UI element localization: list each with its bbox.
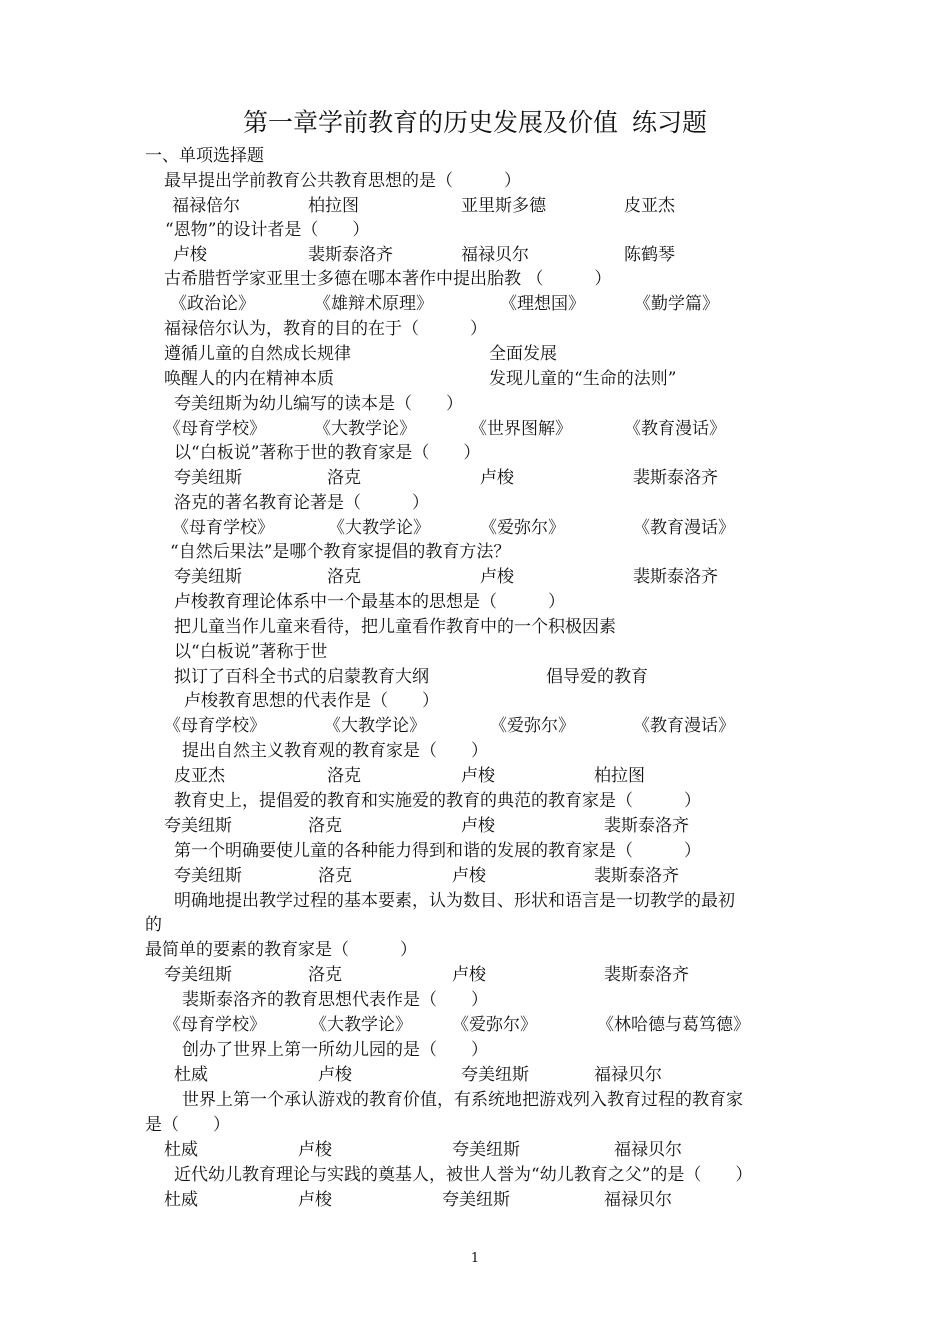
option: 柏拉图 (308, 196, 359, 216)
option: 裴斯泰洛齐 (594, 866, 679, 886)
page-title (0, 107, 950, 139)
option: 《大教学论》 (328, 518, 430, 538)
question: 夸美纽斯为幼儿编写的读本是（ ） (174, 394, 463, 414)
option: 以“白板说”著称于世 (174, 642, 328, 662)
question: 最早提出学前教育公共教育思想的是（ ） (164, 171, 521, 191)
option: 杜威 (174, 1065, 208, 1085)
option: 《大教学论》 (314, 419, 416, 439)
question: 福禄倍尔认为，教育的目的在于（ ） (164, 319, 487, 339)
option: 把儿童当作儿童来看待，把儿童看作教育中的一个积极因素 (174, 617, 616, 637)
question: 近代幼儿教育理论与实践的奠基人，被世人誉为“幼儿教育之父”的是（ ） (174, 1165, 753, 1185)
option: 亚里斯多德 (461, 196, 546, 216)
option: 《勤学篇》 (634, 294, 719, 314)
option: 福禄贝尔 (614, 1140, 682, 1160)
option: 《教育漫话》 (633, 716, 735, 736)
option: 拟订了百科全书式的启蒙教育大纲 (174, 667, 429, 687)
option: 洛克 (308, 816, 342, 836)
option: 洛克 (327, 766, 361, 786)
option: 洛克 (308, 965, 342, 985)
option: 卢梭 (480, 468, 514, 488)
option: 卢梭 (318, 1065, 352, 1085)
option: 倡导爱的教育 (546, 667, 648, 687)
option: 《大教学论》 (310, 1015, 412, 1035)
option: 全面发展 (489, 344, 557, 364)
option: 皮亚杰 (174, 766, 225, 786)
question: 洛克的著名教育论著是（ ） (174, 493, 429, 513)
option: 卢梭 (480, 567, 514, 587)
option: 洛克 (327, 567, 361, 587)
question: 第一个明确要使儿童的各种能力得到和谐的发展的教育家是（ ） (174, 841, 701, 861)
option: 夸美纽斯 (442, 1190, 510, 1210)
option: 遵循儿童的自然成长规律 (164, 344, 351, 364)
option: 卢梭 (452, 866, 486, 886)
option: 《母育学校》 (164, 419, 266, 439)
question: 教育史上，提倡爱的教育和实施爱的教育的典范的教育家是（ ） (174, 791, 701, 811)
option: 裴斯泰洛齐 (633, 468, 718, 488)
question-continuation: 最简单的要素的教育家是（ ） (145, 940, 417, 960)
option: 《爱弥尔》 (480, 518, 565, 538)
option: 福禄贝尔 (461, 245, 529, 265)
option: 卢梭 (173, 245, 207, 265)
option: 皮亚杰 (624, 196, 675, 216)
option: 夸美纽斯 (174, 468, 242, 488)
page-number: 1 (470, 1251, 480, 1266)
option: 夸美纽斯 (174, 866, 242, 886)
title-main: 第一章学前教育的历史发展及价值 (242, 108, 618, 137)
option: 裴斯泰洛齐 (633, 567, 718, 587)
question: 创办了世界上第一所幼儿园的是（ ） (182, 1040, 488, 1060)
option: 《爱弥尔》 (452, 1015, 537, 1035)
option: 福禄贝尔 (594, 1065, 662, 1085)
question: 明确地提出教学过程的基本要素，认为数目、形状和语言是一切教学的最初 (174, 891, 735, 911)
title-suffix: 练习题 (632, 108, 708, 137)
option: 《雄辩术原理》 (314, 294, 433, 314)
section-heading: 一、单项选择题 (145, 146, 264, 166)
option: 《世界图解》 (470, 419, 572, 439)
option: 《理想国》 (500, 294, 585, 314)
option: 夸美纽斯 (164, 965, 232, 985)
option: 唤醒人的内在精神本质 (164, 369, 334, 389)
question: 卢梭教育思想的代表作是（ ） (184, 691, 439, 711)
question: “恩物”的设计者是（ ） (165, 220, 370, 240)
option: 福禄贝尔 (604, 1190, 672, 1210)
question: 提出自然主义教育观的教育家是（ ） (182, 741, 488, 761)
option: 《林哈德与葛笃德》 (597, 1015, 750, 1035)
option: 《母育学校》 (172, 518, 274, 538)
option: 《教育漫话》 (624, 419, 726, 439)
option: 卢梭 (461, 816, 495, 836)
question-continuation: 的 (145, 915, 162, 935)
option: 《母育学校》 (164, 716, 266, 736)
option: 夸美纽斯 (164, 816, 232, 836)
option: 夸美纽斯 (452, 1140, 520, 1160)
question-continuation: 是（ ） (145, 1115, 230, 1135)
question: “自然后果法”是哪个教育家提倡的教育方法？ (170, 542, 511, 562)
option: 柏拉图 (594, 766, 645, 786)
question: 古希腊哲学家亚里士多德在哪本著作中提出胎教 （ ） (164, 269, 612, 289)
option: 洛克 (318, 866, 352, 886)
option: 裴斯泰洛齐 (604, 816, 689, 836)
option: 《母育学校》 (164, 1015, 266, 1035)
option: 杜威 (164, 1140, 198, 1160)
option: 卢梭 (461, 766, 495, 786)
option: 杜威 (164, 1190, 198, 1210)
option: 夸美纽斯 (174, 567, 242, 587)
option: 裴斯泰洛齐 (308, 245, 393, 265)
option: 裴斯泰洛齐 (604, 965, 689, 985)
question: 以“白板说”著称于世的教育家是（ ） (174, 443, 481, 463)
question: 卢梭教育理论体系中一个最基本的思想是（ ） (174, 592, 565, 612)
question: 世界上第一个承认游戏的教育价值，有系统地把游戏列入教育过程的教育家 (182, 1090, 743, 1110)
option: 陈鹤琴 (624, 245, 675, 265)
option: 洛克 (327, 468, 361, 488)
question: 裴斯泰洛齐的教育思想代表作是（ ） (182, 990, 488, 1010)
option: 《政治论》 (170, 294, 255, 314)
option: 卢梭 (452, 965, 486, 985)
option: 发现儿童的“生命的法则” (489, 369, 677, 389)
option: 《大教学论》 (324, 716, 426, 736)
option: 《爱弥尔》 (490, 716, 575, 736)
option: 《教育漫话》 (633, 518, 735, 538)
option: 夸美纽斯 (461, 1065, 529, 1085)
option: 卢梭 (298, 1190, 332, 1210)
option: 卢梭 (298, 1140, 332, 1160)
option: 福禄倍尔 (172, 196, 240, 216)
